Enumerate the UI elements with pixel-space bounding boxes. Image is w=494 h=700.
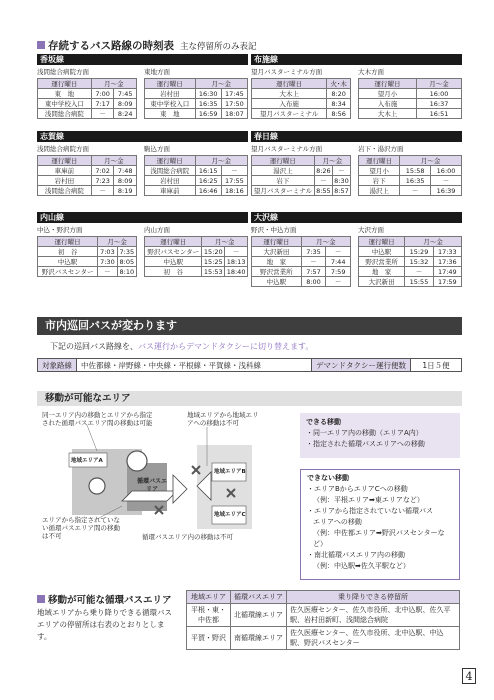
line-name-kosaka: 香坂線 (37, 54, 248, 65)
table-row (145, 186, 248, 196)
table-cell: 運行曜日 (252, 156, 315, 166)
table-row (38, 186, 137, 196)
table-row (252, 277, 351, 287)
area-a-label: 地域エリアA (71, 458, 103, 464)
table-cell: 運行曜日 (145, 79, 196, 89)
timetable-shiga-2 (144, 155, 248, 196)
table-cell: 循環バスエリア (231, 591, 287, 604)
table-row (145, 156, 248, 166)
label-bottom-left: エリアから指定されていない循環バスエリア間の移動は不可 (42, 516, 120, 540)
table-cell: 地域エリア (187, 591, 231, 604)
direction: 大木方面 (358, 68, 384, 76)
table-cell: 野沢バスセンター (38, 267, 98, 277)
table-cell: 運行曜日 (359, 79, 417, 89)
table-cell: 佐久医療センター、佐久市役所、北中込駅、佐久平駅、岩村田新町、浅間総合病院 (287, 604, 460, 627)
table-row (145, 237, 248, 247)
table-row (187, 627, 460, 650)
table-cell: 湯沢上 (252, 166, 315, 176)
timetable-osawa-1 (251, 236, 351, 287)
table-cell: 平賀・野沢 (187, 627, 231, 650)
table-cell: 入布施 (252, 99, 327, 109)
table-cell: － (431, 176, 462, 186)
table-cell: 18:13 (225, 257, 248, 267)
direction: 野沢・中込方面 (251, 226, 297, 234)
table-cell: 7:17 (91, 99, 114, 109)
table-cell: 8:19 (114, 186, 137, 196)
table-cell: 18:07 (221, 109, 247, 119)
leader-line (87, 425, 97, 451)
label-bottom-mid: 循環バスエリア内の移動は不可 (142, 533, 233, 541)
table-cell: － (332, 166, 350, 176)
table-cell: 15:53 (202, 267, 225, 277)
table-cell: 7:59 (326, 267, 351, 277)
table-cell: 望月バスターミナル (252, 109, 327, 119)
table-cell: 北循環線エリア (231, 604, 287, 627)
table-cell: － (326, 247, 351, 257)
table-cell: 7:35 (117, 247, 136, 257)
table-cell: － (221, 166, 247, 176)
table-cell: 7:45 (114, 89, 137, 99)
table-row (359, 166, 462, 176)
change-section-title: 市内巡回バスが変わります (37, 317, 462, 335)
table-cell: 15:32 (405, 257, 433, 267)
table-row (252, 267, 351, 277)
table-row (145, 89, 248, 99)
table-row (38, 237, 137, 247)
table-cell: 中込駅 (38, 257, 98, 267)
table-row (38, 267, 137, 277)
table-cell: 16:25 (195, 176, 221, 186)
table-cell: 大木上 (359, 109, 417, 119)
disallowed-item: ・エリアBからエリアCへの移動 (307, 485, 408, 493)
table-cell: 16:46 (195, 186, 221, 196)
table-row (252, 247, 351, 257)
allowed-title: できる移動 (306, 418, 341, 426)
direction: 中込・野沢方面 (37, 226, 83, 234)
table-cell: 16:35 (400, 176, 431, 186)
table-row (145, 267, 248, 277)
table-row (187, 591, 460, 604)
table-cell: 15:20 (202, 247, 225, 257)
table-cell: 車庫前 (145, 186, 196, 196)
table-cell: 17:49 (433, 267, 461, 277)
table-cell: 17:33 (433, 247, 461, 257)
table-row (252, 89, 351, 99)
line-name-uchiyama: 内山線 (37, 212, 248, 223)
table-row (38, 89, 137, 99)
allowed-item: ・指定された循環バスエリアへの移動 (306, 440, 425, 448)
disallowed-item: （例：平根エリア➡東エリアなど） (313, 496, 424, 504)
table-cell: 東 地 (145, 109, 196, 119)
table-row (38, 156, 137, 166)
disallowed-title: できない移動 (307, 474, 349, 482)
table-cell: － (301, 257, 326, 267)
table-cell: 7:44 (326, 257, 351, 267)
table-cell: 15:25 (202, 257, 225, 267)
direction: 大沢方面 (358, 226, 384, 234)
table-cell: 8:09 (114, 176, 137, 186)
table-cell: － (314, 176, 332, 186)
disallowed-item: エリアへの移動 (313, 518, 362, 526)
table-cell: 平根・東・中佐都 (187, 604, 231, 627)
table-row (359, 156, 462, 166)
direction: 浅間総合病院方面 (37, 145, 89, 153)
table-row (359, 267, 462, 277)
table-cell: 望月小 (359, 166, 400, 176)
circle-ok-icon (127, 451, 147, 471)
table-cell: 8:56 (327, 109, 351, 119)
direction: 岩下・湯沢方面 (358, 145, 404, 153)
table-cell: 岩下 (252, 176, 315, 186)
table-cell: 8:24 (114, 109, 137, 119)
line-name-shiga: 志賀線 (37, 131, 248, 142)
table-cell: 中込駅 (145, 257, 202, 267)
table-cell: 運行曜日 (145, 156, 196, 166)
table-cell: 7:48 (114, 166, 137, 176)
table-cell: － (326, 277, 351, 287)
table-row (38, 99, 137, 109)
table-row (252, 237, 351, 247)
table-cell: 運行曜日 (38, 156, 92, 166)
disallowed-item: （例：中佐都エリア➡野沢バスセンターなど） (313, 529, 445, 548)
table-row (252, 156, 351, 166)
table-cell: 入布施 (359, 99, 417, 109)
loop-title: 移動が可能な循環バスエリア (37, 592, 172, 606)
table-cell: 浅間総合病院 (38, 186, 92, 196)
timetable-uchiyama-2 (144, 236, 248, 277)
label-top-right: 地域エリアから地域エリアへの移動は不可 (187, 411, 259, 427)
table-row (252, 166, 351, 176)
table-cell: 8:00 (301, 277, 326, 287)
target-routes: 中佐都線・岸野線・中央線・平根線・平賀線・浅科線 (77, 359, 312, 371)
table-row (38, 109, 137, 119)
schedule-title: 存続するバス路線の時刻表 主な停留所のみ表記 (37, 38, 257, 53)
table-cell: 運行曜日 (359, 156, 400, 166)
table-row (359, 89, 462, 99)
table-cell: 17:59 (433, 277, 461, 287)
table-cell: 野沢営業所 (252, 267, 302, 277)
table-cell: 7:02 (91, 166, 114, 176)
table-cell: 火･木 (327, 79, 351, 89)
table-cell: － (91, 186, 114, 196)
table-cell: 16:30 (195, 89, 221, 99)
table-cell: 浅間総合病院 (145, 166, 196, 176)
table-cell: 月～金 (400, 156, 462, 166)
table-cell: 中込駅 (252, 277, 302, 287)
table-cell: 17:45 (221, 89, 247, 99)
table-cell: 15:55 (405, 277, 433, 287)
table-row (359, 257, 462, 267)
table-cell: 7:03 (98, 247, 117, 257)
target-routes-table (37, 358, 462, 372)
table-cell: 7:23 (91, 176, 114, 186)
table-row (145, 99, 248, 109)
table-cell: 16:39 (431, 186, 462, 196)
loop-area-label: 循環バスエリア (137, 478, 168, 493)
table-cell: 運行曜日 (145, 237, 202, 247)
area-b-label: 地域エリアB (214, 469, 246, 475)
table-cell: 月～金 (195, 156, 247, 166)
label-top-left: 同一エリア内の移動とエリアから指定された循環バスエリア間の移動は可能 (42, 411, 153, 427)
table-cell: 月～金 (314, 156, 350, 166)
table-row (252, 99, 351, 109)
table-row (359, 109, 462, 119)
table-cell: － (91, 109, 114, 119)
direction: 浅間総合病院方面 (37, 68, 89, 76)
table-cell: 8:57 (334, 186, 349, 195)
movement-title: 移動が可能なエリア (37, 391, 462, 406)
table-cell: 運行曜日 (252, 237, 302, 247)
table-cell: 18:16 (221, 186, 247, 196)
timetable-uchiyama-1 (37, 236, 137, 277)
table-cell: 16:35 (195, 99, 221, 109)
table-row (252, 79, 351, 89)
line-name-osawa: 大沢線 (251, 212, 462, 223)
table-cell: 18:40 (225, 267, 248, 277)
timetable-nunose-1 (251, 78, 351, 119)
table-cell: 佐久医療センター、佐久市役所、北中込駅、中込駅、野沢バスセンター (287, 627, 460, 650)
table-row (145, 247, 248, 257)
table-cell: 16:00 (431, 166, 462, 176)
table-row (38, 176, 137, 186)
table-cell: 17:50 (221, 99, 247, 109)
area-c-label: 地域エリアC (214, 512, 246, 518)
table-cell: 7:57 (301, 267, 326, 277)
table-cell: 中込駅 (359, 247, 405, 257)
disallowed-item: ・エリアから指定されていない循環バス (307, 507, 433, 515)
disallowed-movement-box (300, 469, 460, 580)
table-cell: 地 家 (359, 267, 405, 277)
table-cell: － (98, 267, 117, 277)
table-cell: 運行曜日 (252, 79, 327, 89)
table-cell: 16:00 (417, 89, 462, 99)
table-cell: 南循環線エリア (231, 627, 287, 650)
demand-value: 1日５便 (422, 361, 450, 370)
table-cell: － (405, 267, 433, 277)
table-cell: 岩下 (359, 176, 400, 186)
table-row (145, 257, 248, 267)
table-cell: 月～金 (98, 237, 137, 247)
square-icon (37, 41, 45, 49)
table-cell: 月～金 (91, 156, 136, 166)
table-cell: 湯沢上 (359, 186, 400, 196)
table-cell: 運行曜日 (38, 237, 98, 247)
area-diagram (37, 411, 295, 544)
table-row (359, 247, 462, 257)
table-row (359, 79, 462, 89)
table-row (38, 247, 137, 257)
table-cell: 東 地 (38, 89, 92, 99)
table-cell: 東中学校入口 (38, 99, 92, 109)
table-row (38, 166, 137, 176)
table-cell: 月～金 (91, 79, 136, 89)
table-cell: 浅間総合病院 (38, 109, 92, 119)
table-cell: 8:05 (117, 257, 136, 267)
table-row (38, 257, 137, 267)
loop-description: 地域エリアから乗り降りできる循環バスエリアの停留所は右表のとおりとします。 (37, 608, 172, 641)
circle-ok-icon (89, 478, 105, 494)
table-cell: 大沢新田 (252, 247, 302, 257)
table-cell: 15:29 (405, 247, 433, 257)
direction: 望月バスターミナル方面 (251, 145, 323, 153)
table-cell: 東中学校入口 (145, 99, 196, 109)
table-row (252, 176, 351, 186)
allowed-movement-box (300, 413, 460, 458)
table-cell: 16:15 (195, 166, 221, 176)
table-cell: 17:36 (433, 257, 461, 267)
table-cell: － (400, 186, 431, 196)
table-row (187, 604, 460, 627)
table-cell: 乗り降りできる停留所 (287, 591, 460, 604)
table-cell: 岩村田 (38, 176, 92, 186)
table-row (252, 186, 351, 196)
table-cell: 運行曜日 (38, 79, 92, 89)
disallowed-item: ・南北循環バスエリア内の移動 (307, 551, 405, 559)
table-cell: 初 谷 (145, 267, 202, 277)
table-row (145, 166, 248, 176)
table-cell: 車庫前 (38, 166, 92, 176)
table-cell: 8:20 (327, 89, 351, 99)
timetable-kasuga-1 (251, 155, 351, 196)
table-cell: 8:26 (316, 166, 331, 175)
table-cell: 8:09 (114, 99, 137, 109)
allowed-item: ・同一エリア内の移動（エリアA内） (306, 429, 423, 437)
direction: 東地方面 (144, 68, 170, 76)
target-label: 対象路線 (38, 359, 77, 371)
table-cell: 8:34 (327, 99, 351, 109)
table-cell: 7:00 (91, 89, 114, 99)
timetable-nunose-2 (358, 78, 462, 119)
table-row (252, 109, 351, 119)
table-cell: 地 家 (252, 257, 302, 267)
timetable-osawa-2 (358, 236, 462, 287)
table-cell: 7:35 (301, 247, 326, 257)
direction: 駒込方面 (144, 145, 170, 153)
table-cell: 8:55 (316, 186, 331, 195)
direction: 望月バスターミナル方面 (251, 68, 323, 76)
table-row (38, 79, 137, 89)
table-cell: 野沢バスセンター (145, 247, 202, 257)
change-intro: 下記の巡回バス路線を、バス運行からデマンドタクシーに切り替えます。 (50, 342, 314, 351)
table-cell: 17:55 (221, 176, 247, 186)
table-cell: 16:51 (417, 109, 462, 119)
table-row (359, 186, 462, 196)
timetable-kosaka-2 (144, 78, 248, 119)
table-cell: 岩村田 (145, 176, 196, 186)
table-cell: 7:30 (98, 257, 117, 267)
table-cell: 月～金 (405, 237, 462, 247)
table-cell: 望月小 (359, 89, 417, 99)
table-row (145, 79, 248, 89)
square-icon (37, 595, 45, 603)
table-row (359, 237, 462, 247)
table-cell: 大木上 (252, 89, 327, 99)
disallowed-item: （例：中込駅➡佐久平駅など） (313, 562, 410, 570)
table-row (359, 277, 462, 287)
table-cell: 大沢新田 (359, 277, 405, 287)
line-name-nunose: 布施線 (251, 54, 462, 65)
page-number: 4 (462, 668, 476, 684)
table-row (252, 257, 351, 267)
line-name-kasuga: 春日線 (251, 131, 462, 142)
table-cell: 月～金 (202, 237, 248, 247)
table-row (359, 99, 462, 109)
timetable-kosaka-1 (37, 78, 137, 119)
loop-stops-table (186, 590, 460, 650)
table-cell: 月～金 (195, 79, 247, 89)
table-cell: 運行曜日 (359, 237, 405, 247)
table-row (145, 109, 248, 119)
table-cell: 8:10 (117, 267, 136, 277)
table-cell: 8:30 (334, 176, 349, 185)
table-cell: 岩村田 (145, 89, 196, 99)
table-cell: 16:37 (417, 99, 462, 109)
table-row (145, 176, 248, 186)
table-cell: 初 谷 (38, 247, 98, 257)
timetable-kasuga-2 (358, 155, 462, 196)
direction: 内山方面 (144, 226, 170, 234)
table-cell: 野沢営業所 (359, 257, 405, 267)
table-cell: 16:59 (195, 109, 221, 119)
table-cell: 月～金 (417, 79, 462, 89)
table-cell: － (225, 247, 248, 257)
table-row (359, 176, 462, 186)
demand-label: デマンドタクシー運行便数 (312, 359, 411, 371)
table-cell: 月～金 (301, 237, 350, 247)
table-cell: 望月バスターミナル (252, 186, 315, 196)
table-cell: 15:58 (400, 166, 431, 176)
timetable-shiga-1 (37, 155, 137, 196)
